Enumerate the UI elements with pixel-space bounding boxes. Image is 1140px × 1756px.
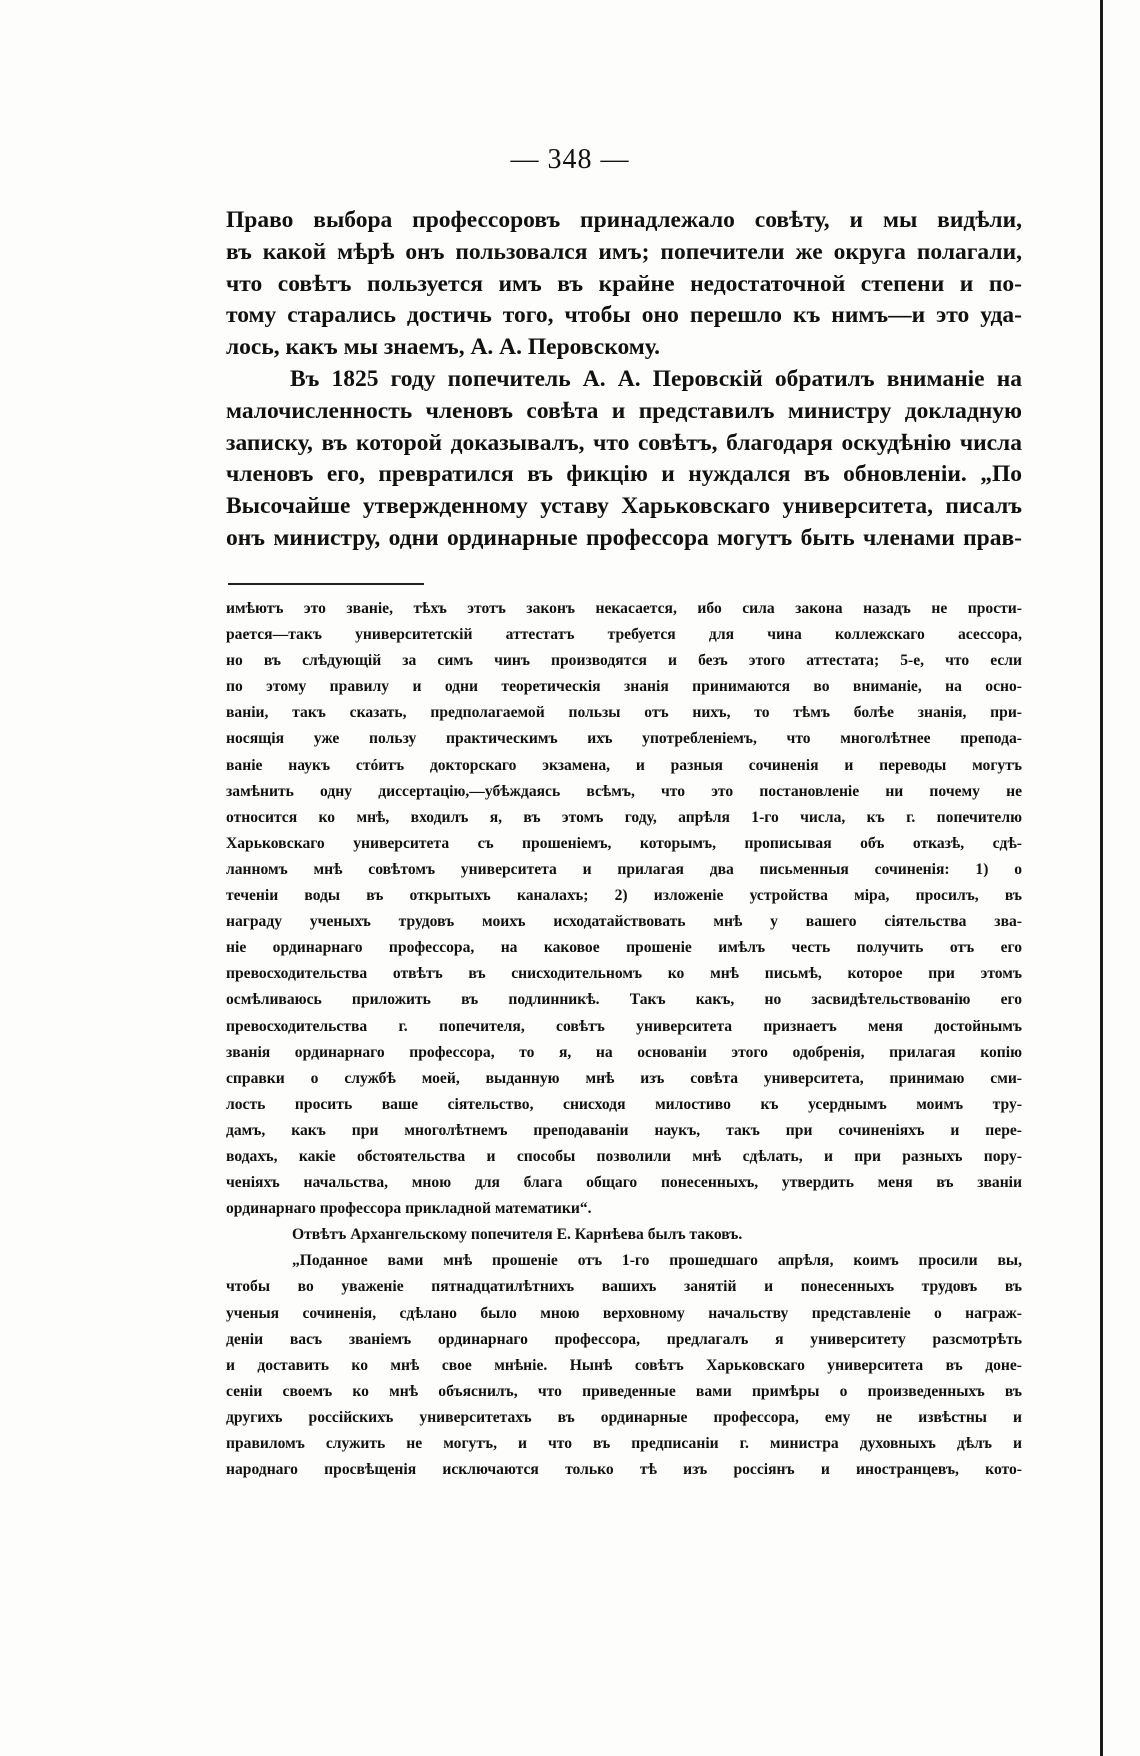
main-text-line: Право выбора профессоровъ принадлежало совѣту, и мы видѣли, bbox=[226, 207, 1022, 233]
footnote-line: относится ко мнѣ, входилъ я, въ этомъ году, апрѣля 1-го числа, къ г. попечителю bbox=[226, 808, 1022, 826]
footnote-line: по этому правилу и одни теоретическія знанія принимаются во вниманіе, на осно- bbox=[226, 678, 1022, 696]
footnote-line: теченіи воды въ открытыхъ каналахъ; 2) изложеніе устройства міра, просилъ, въ bbox=[226, 887, 1022, 905]
footnote-line: водахъ, какіе обстоятельства и способы позволили мнѣ сдѣлать, и при разныхъ пору- bbox=[226, 1147, 1022, 1165]
footnote-line: замѣнить одну диссертацію,—убѣждаясь всѣмъ, что это постановленіе ни почему не bbox=[226, 782, 1022, 800]
footnote-line: но въ слѣдующій за симъ чинъ производятся и безъ этого аттестата; 5-е, что если bbox=[226, 652, 1022, 670]
footnote-line: дамъ, какъ при многолѣтнемъ преподаваніи наукъ, такъ при сочиненіяхъ и пере- bbox=[226, 1121, 1022, 1139]
page-number: — 348 — bbox=[510, 144, 630, 175]
footnote-divider bbox=[228, 583, 424, 585]
page-edge-line bbox=[1100, 0, 1103, 1756]
footnotes bbox=[226, 596, 1022, 1483]
footnote-line: сеніи своемъ ко мнѣ объяснилъ, что приведенные вами примѣры о произведенныхъ въ bbox=[226, 1382, 1022, 1400]
main-text-line: Въ 1825 году попечитель А. А. Перовскій обратилъ вниманіе на bbox=[290, 365, 1022, 392]
footnote-line: ваніе наукъ стóитъ докторскаго экзамена, и разныя сочиненія и переводы могутъ bbox=[226, 756, 1022, 774]
footnote-line: ченіяхъ начальства, мною для блага общаго понесенныхъ, утвердить меня въ званіи bbox=[226, 1174, 1022, 1192]
main-text-line: что совѣтъ пользуется имъ въ крайне недостаточной степени и по- bbox=[226, 270, 1022, 297]
footnote-line: справки о службѣ моей, выданную мнѣ изъ совѣта университета, принимаю сми- bbox=[226, 1069, 1022, 1087]
footnote-line: ланномъ мнѣ совѣтомъ университета и прилагая два письменныя сочиненія: 1) о bbox=[226, 860, 1022, 878]
footnote-line: правиломъ служить не могутъ, и что въ предписаніи г. министра духовныхъ дѣлъ и bbox=[226, 1435, 1022, 1452]
main-text-line: записку, въ которой доказывалъ, что совѣтъ, благодаря оскудѣнію числа bbox=[226, 429, 1022, 456]
main-text-line: онъ министру, одни ординарные профессора могутъ быть членами прав- bbox=[226, 524, 1022, 551]
footnote-line: лость просить ваше сіятельство, снисходя милостиво къ усерднымъ моимъ тру- bbox=[226, 1095, 1022, 1113]
main-text-line: тому старались достичь того, чтобы оно перешло къ нимъ—и это уда- bbox=[226, 302, 1022, 329]
footnote-line: носящія уже пользу практическимъ ихъ употребленіемъ, что многолѣтнее препода- bbox=[226, 730, 1022, 748]
footnote-line: превосходительства г. попечителя, совѣтъ университета признаетъ меня достойнымъ bbox=[226, 1017, 1022, 1035]
footnote-line: осмѣливаюсь приложить въ подлинникѣ. Такъ какъ, но засвидѣтельствованію его bbox=[226, 991, 1022, 1009]
footnote-line: народнаго просвѣщенія исключаются только тѣ изъ россіянъ и иностранцевъ, кото- bbox=[226, 1461, 1022, 1479]
footnote-line: и доставить ко мнѣ свое мнѣніе. Нынѣ совѣтъ Харьковскаго университета въ доне- bbox=[226, 1356, 1022, 1374]
footnote-line: другихъ россійскихъ университетахъ въ ординарные профессора, ему не извѣстны и bbox=[226, 1408, 1022, 1426]
main-text bbox=[226, 205, 1022, 555]
main-text-line: въ какой мѣрѣ онъ пользовался имъ; попечители же округа полагали, bbox=[226, 238, 1022, 265]
footnote-line: „Поданное вами мнѣ прошеніе отъ 1-го прошедшаго апрѣля, коимъ просили вы, bbox=[292, 1252, 1022, 1270]
footnote-line: Отвѣтъ Архангельскому попечителя Е. Карнѣева былъ таковъ. bbox=[292, 1226, 743, 1244]
footnote-line: Харьковскаго университета съ прошеніемъ, которымъ, прописывая объ отказѣ, сдѣ- bbox=[226, 834, 1022, 852]
footnote-line: званія ординарнаго профессора, то я, на основаніи этого одобренія, прилагая копію bbox=[226, 1043, 1022, 1061]
footnote-line: ученыя сочиненія, сдѣлано было мною верховному начальству представленіе о награж- bbox=[226, 1304, 1022, 1322]
footnote-line: чтобы во уваженіе пятнадцатилѣтнихъ вашихъ занятій и понесенныхъ трудовъ въ bbox=[226, 1278, 1022, 1296]
footnote-line: деніи васъ званіемъ ординарнаго профессора, предлагалъ я университету разсмотрѣть bbox=[226, 1330, 1022, 1348]
footnote-line: награду ученыхъ трудовъ моихъ исходатайствовать мнѣ у вашего сіятельства зва- bbox=[226, 913, 1022, 931]
footnote-line: ніе ординарнаго профессора, на каковое прошеніе имѣлъ честь получить отъ его bbox=[226, 939, 1022, 957]
footnote-line: ваніи, такъ сказать, предполагаемой пользы отъ нихъ, то тѣмъ болѣе знанія, при- bbox=[226, 704, 1022, 722]
footnote-line: ординарнаго профессора прикладной математики“. bbox=[226, 1200, 592, 1218]
main-text-line: малочисленность членовъ совѣта и представилъ министру докладную bbox=[226, 397, 1022, 424]
main-text-line: Высочайше утвержденному уставу Харьковскаго университета, писалъ bbox=[226, 493, 1022, 520]
footnote-line: имѣютъ это званіе, тѣхъ этотъ законъ некасается, ибо сила закона назадъ не прости- bbox=[226, 600, 1022, 617]
main-text-line: членовъ его, превратился въ фикцію и нуждался въ обновленіи. „По bbox=[226, 461, 1022, 488]
footnote-line: рается—такъ университетскій аттестатъ требуется для чина коллежскаго асессора, bbox=[226, 626, 1022, 644]
footnote-line: превосходительства отвѣтъ въ снисходительномъ ко мнѣ письмѣ, которое при этомъ bbox=[226, 965, 1022, 983]
main-text-line: лось, какъ мы знаемъ, А. А. Перовскому. bbox=[226, 334, 661, 361]
